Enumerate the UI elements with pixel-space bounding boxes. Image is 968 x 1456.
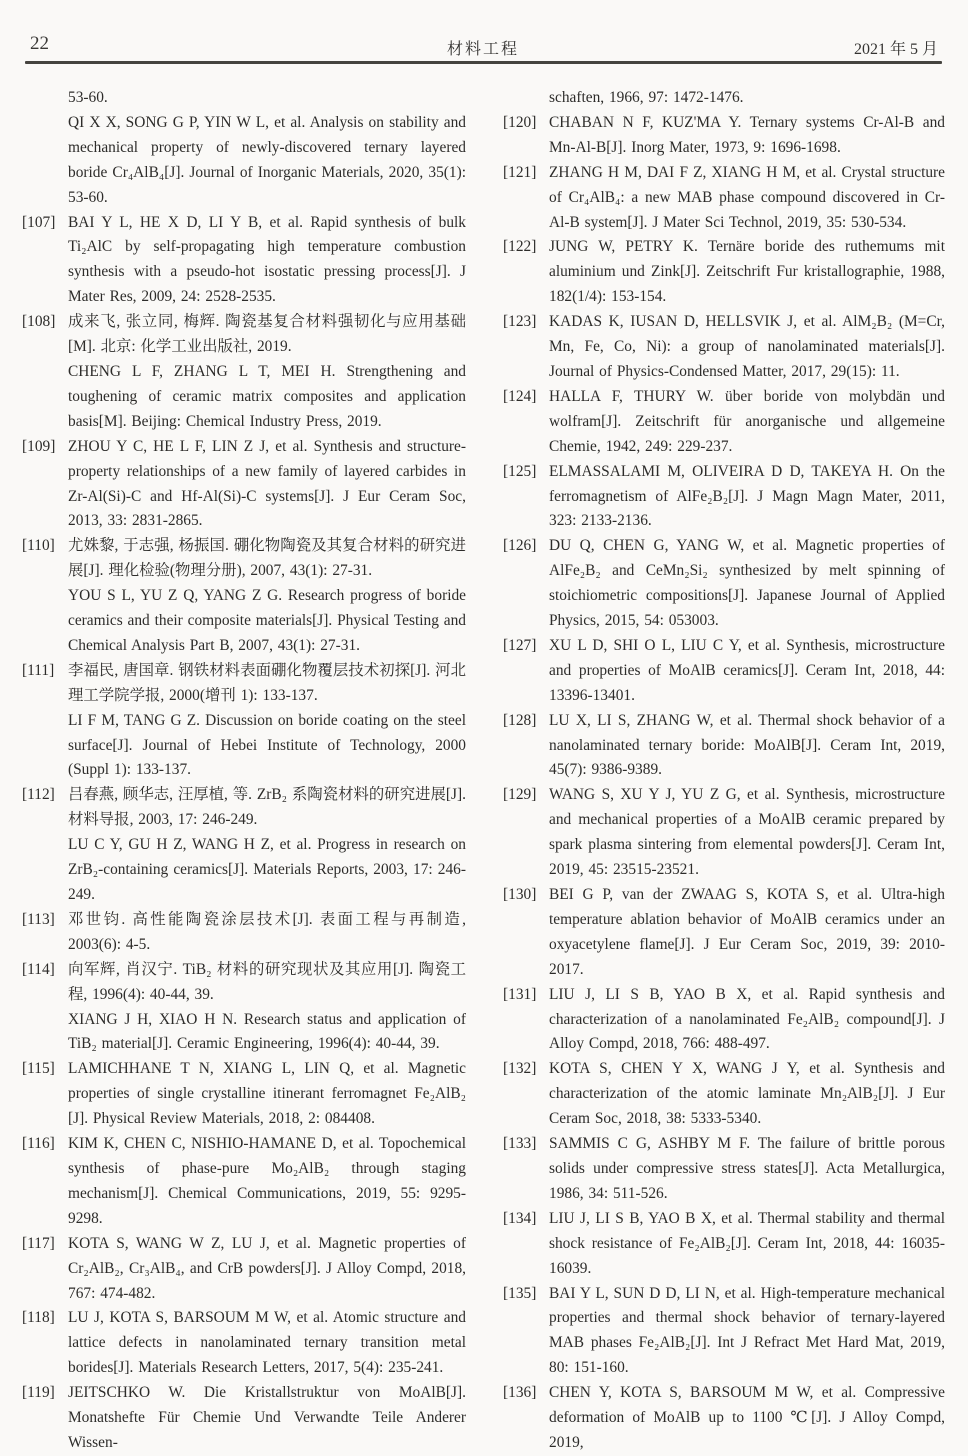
reference-entry bbox=[22, 211, 466, 311]
reference-number: [118] bbox=[22, 1309, 55, 1327]
reference-text: XU L D, SHI O L, LIU C Y, et al. Synthesis, microstructure and properties of MoAlB ceramics[J]. Ceram Int, 2018, 44: 13396-13401. bbox=[549, 636, 945, 704]
reference-text: SAMMIS C G, ASHBY M F. The failure of brittle porous solids under compressive stress states[J]. Acta Metallurgica, 1986, 34: 511-526. bbox=[549, 1135, 945, 1202]
reference-entry bbox=[503, 883, 945, 983]
reference-text: 成来飞, 张立同, 梅辉. 陶瓷基复合材料强韧化与应用基础[M]. 北京: 化学工业出版社, 2019. bbox=[68, 313, 466, 356]
reference-number: [117] bbox=[22, 1234, 55, 1252]
reference-entry bbox=[22, 86, 466, 111]
reference-text: LU X, LI S, ZHANG W, et al. Thermal shock behavior of a nanolaminated ternary boride: MoAlB[J]. Ceram Int, 2019, 45(7): 9386-9389. bbox=[549, 711, 945, 779]
reference-entry bbox=[22, 709, 466, 784]
reference-text: JEITSCHKO W. Die Kristallstruktur von MoAlB[J]. Monatshefte Für Chemie Und Verwandte Teile Anderer Wissen- bbox=[68, 1384, 466, 1451]
reference-number: [119] bbox=[22, 1384, 55, 1402]
reference-text: 向军辉, 肖汉宁. TiB₂ 材料的研究现状及其应用[J]. 陶瓷工程, 1996(4): 40-44, 39. bbox=[68, 960, 466, 1003]
reference-text: CHABAN N F, KUZ'MA Y. Ternary systems Cr-Al-B and Mn-Al-B[J]. Inorg Mater, 1973, 9: 1696-1698. bbox=[549, 113, 945, 156]
reference-number: [132] bbox=[503, 1060, 537, 1078]
reference-entry bbox=[503, 634, 945, 709]
reference-text: CHEN Y, KOTA S, BARSOUM M W, et al. Compressive deformation of MoAlB up to 1100 ℃[J]. J Alloy Compd, 2019, bbox=[549, 1384, 945, 1451]
reference-text: LAMICHHANE T N, XIANG L, LIN Q, et al. Magnetic properties of single crystalline itinerant ferromagnet Fe₂AlB₂ [J]. Physical Review Materials, 2018, 2: 084408. bbox=[68, 1060, 466, 1128]
reference-text: CHENG L F, ZHANG L T, MEI H. Strengthening and toughening of ceramic matrix composites and application basis[M]. Beijing: Chemical Industry Press, 2019. bbox=[68, 362, 466, 430]
reference-text: KADAS K, IUSAN D, HELLSVIK J, et al. AlM₂B₂ (M=Cr, Mn, Fe, Co, Ni): a group of nanolaminated materials[J]. Journal of Physics-Condensed Matter, 2017, 29(15): 11. bbox=[549, 313, 945, 380]
reference-text: QI X X, SONG G P, YIN W L, et al. Analysis on stability and mechanical property of newly-discovered ternary layered boride Cr₄AlB₄[J]. Journal of Inorganic Materials, 2020, 35(1): 53-60. bbox=[68, 113, 466, 206]
reference-entry bbox=[503, 983, 945, 1058]
reference-entry bbox=[22, 1232, 466, 1307]
reference-text: schaften, 1966, 97: 1472-1476. bbox=[549, 89, 744, 106]
reference-text: ZHOU Y C, HE L F, LIN Z J, et al. Synthesis and structure-property relationships of a new family of layered carbides in Zr-Al(Si)-C and Hf-Al(Si)-C systems[J]. J Eur Ceram Soc, 2013, 33: 2831-2865. bbox=[68, 437, 466, 530]
reference-number: [125] bbox=[503, 462, 537, 480]
reference-entry bbox=[22, 310, 466, 360]
reference-number: [108] bbox=[22, 313, 56, 331]
reference-entry bbox=[503, 709, 945, 784]
reference-entry bbox=[22, 1381, 466, 1456]
reference-text: LU J, KOTA S, BARSOUM M W, et al. Atomic structure and lattice defects in nanolaminated ternary transition metal borides[J]. Materials Research Letters, 2017, 5(4): 235-241. bbox=[68, 1309, 466, 1377]
reference-number: [129] bbox=[503, 786, 537, 804]
reference-entry bbox=[503, 235, 945, 310]
references-column-left bbox=[22, 86, 466, 1456]
reference-text: 邓世钧. 高性能陶瓷涂层技术[J]. 表面工程与再制造, 2003(6): 4-5. bbox=[68, 910, 466, 953]
reference-entry bbox=[503, 1381, 945, 1456]
reference-text: DU Q, CHEN G, YANG W, et al. Magnetic properties of AlFe₂B₂ and CeMn₂Si₂ synthesized by melt spinning of stoichiometric compositions[J]. Japanese Journal of Applied Physics, 2015, 54: 053003. bbox=[549, 537, 945, 630]
reference-text: KOTA S, WANG W Z, LU J, et al. Magnetic properties of Cr₂AlB₂, Cr₃AlB₄, and CrB powders[J]. J Alloy Compd, 2018, 767: 474-482. bbox=[68, 1234, 466, 1302]
reference-number: [110] bbox=[22, 537, 55, 555]
reference-entry bbox=[22, 584, 466, 659]
reference-number: [133] bbox=[503, 1135, 537, 1153]
reference-number: [115] bbox=[22, 1060, 55, 1078]
reference-number: [127] bbox=[503, 636, 537, 654]
reference-number: [107] bbox=[22, 213, 56, 231]
reference-text: LIU J, LI S B, YAO B X, et al. Rapid synthesis and characterization of a nanolaminated Fe₂AlB₂ compound[J]. J Alloy Compd, 2018, 766: 488-497. bbox=[549, 985, 945, 1053]
reference-number: [131] bbox=[503, 985, 537, 1003]
reference-number: [136] bbox=[503, 1384, 537, 1402]
reference-text: KOTA S, CHEN Y X, WANG J Y, et al. Synthesis and characterization of the atomic laminate Mn₂AlB₂[J]. J Eur Ceram Soc, 2018, 38: 5333-5340. bbox=[549, 1060, 945, 1128]
reference-number: [120] bbox=[503, 113, 537, 131]
reference-entry bbox=[503, 1057, 945, 1132]
reference-text: LI F M, TANG G Z. Discussion on boride coating on the steel surface[J]. Journal of Hebei Institute of Technology, 2000 (Suppl 1): 133-137. bbox=[68, 711, 466, 779]
reference-number: [116] bbox=[22, 1135, 55, 1153]
reference-entry bbox=[503, 1207, 945, 1282]
reference-text: ELMASSALAMI M, OLIVEIRA D D, TAKEYA H. On the ferromagnetism of AlFe₂B₂[J]. J Magn Magn Mater, 2011, 323: 2133-2136. bbox=[549, 462, 945, 530]
reference-number: [112] bbox=[22, 786, 55, 804]
reference-number: [114] bbox=[22, 960, 55, 978]
reference-number: [135] bbox=[503, 1284, 537, 1302]
reference-entry bbox=[503, 111, 945, 161]
reference-entry bbox=[22, 908, 466, 958]
reference-number: [128] bbox=[503, 711, 537, 729]
reference-entry bbox=[22, 659, 466, 709]
journal-title: 材料工程 bbox=[446, 41, 520, 58]
reference-text: LIU J, LI S B, YAO B X, et al. Thermal stability and thermal shock resistance of Fe₂AlB₂[J]. Ceram Int, 2018, 44: 16035-16039. bbox=[549, 1209, 945, 1277]
page-number: 22 bbox=[30, 33, 49, 54]
reference-entry bbox=[503, 310, 945, 385]
reference-entry bbox=[22, 360, 466, 435]
reference-number: [121] bbox=[503, 163, 537, 181]
reference-text: 尤姝黎, 于志强, 杨振国. 硼化物陶瓷及其复合材料的研究进展[J]. 理化检验(物理分册), 2007, 43(1): 27-31. bbox=[68, 537, 466, 580]
reference-text: 吕春燕, 顾华志, 汪厚植, 等. ZrB₂ 系陶瓷材料的研究进展[J]. 材料导报, 2003, 17: 246-249. bbox=[68, 786, 466, 829]
references-section bbox=[22, 86, 945, 1456]
reference-entry bbox=[503, 161, 945, 236]
reference-text: ZHANG H M, DAI F Z, XIANG H M, et al. Crystal structure of Cr₄AlB₄: a new MAB phase compound discovered in Cr-Al-B system[J]. J Mater Sci Technol, 2019, 35: 530-534. bbox=[549, 163, 945, 231]
reference-text: WANG S, XU Y J, YU Z G, et al. Synthesis, microstructure and mechanical properties of a MoAlB ceramic prepared by spark plasma sintering from elemental powders[J]. Ceram Int, 2019, 45: 23515-23521. bbox=[549, 786, 945, 879]
references-column-right bbox=[503, 86, 945, 1456]
reference-number: [113] bbox=[22, 910, 55, 928]
reference-entry bbox=[503, 385, 945, 460]
reference-entry bbox=[22, 1008, 466, 1058]
reference-number: [130] bbox=[503, 886, 537, 903]
reference-text: JUNG W, PETRY K. Ternäre boride des ruthemums mit aluminium und Zink[J]. Zeitschrift Fur kristallographie, 1988, 182(1/4): 153-154. bbox=[549, 238, 945, 306]
reference-number: [123] bbox=[503, 313, 537, 331]
reference-text: 李福民, 唐国章. 钢铁材料表面硼化物覆层技术初探[J]. 河北理工学院学报, 2000(增刊 1): 133-137. bbox=[68, 661, 466, 704]
reference-entry bbox=[22, 111, 466, 211]
reference-entry bbox=[22, 833, 466, 908]
reference-text: XIANG J H, XIAO H N. Research status and application of TiB₂ material[J]. Ceramic Engineering, 1996(4): 40-44, 39. bbox=[68, 1010, 466, 1053]
reference-entry bbox=[503, 1282, 945, 1382]
reference-text: HALLA F, THURY W. über boride von molybdän und wolfram[J]. Zeitschrift für anorganische und allgemeine Chemie, 1942, 249: 229-237. bbox=[549, 387, 945, 455]
reference-number: [124] bbox=[503, 387, 537, 405]
reference-number: [111] bbox=[22, 661, 55, 679]
reference-entry bbox=[22, 1132, 466, 1232]
reference-entry bbox=[503, 534, 945, 634]
reference-entry bbox=[22, 435, 466, 535]
reference-text: BEI G P, van der ZWAAG S, KOTA S, et al. Ultra-high temperature ablation behavior of MoAlB ceramics under an oxyacetylene flame[J]. J Eur Ceram Soc, 2019, 39: 2010-2017. bbox=[549, 886, 945, 978]
reference-text: LU C Y, GU H Z, WANG H Z, et al. Progress in research on ZrB₂-containing ceramics[J]. Materials Reports, 2003, 17: 246-249. bbox=[68, 836, 466, 903]
reference-number: [134] bbox=[503, 1209, 537, 1227]
reference-number: [122] bbox=[503, 238, 537, 256]
reference-entry bbox=[503, 86, 945, 111]
reference-entry bbox=[22, 534, 466, 584]
reference-number: [126] bbox=[503, 537, 537, 555]
reference-number: [109] bbox=[22, 437, 56, 455]
reference-text: 53-60. bbox=[68, 89, 108, 106]
issue-date: 2021 年 5 月 bbox=[853, 41, 938, 58]
reference-text: BAI Y L, SUN D D, LI N, et al. High-temperature mechanical properties and thermal shock behavior of ternary-layered MAB phases Fe₂AlB₂[J]. Int J Refract Met Hard Mat, 2019, 80: 151-160. bbox=[549, 1284, 945, 1377]
reference-entry bbox=[22, 958, 466, 1008]
reference-entry bbox=[22, 783, 466, 833]
page-header bbox=[28, 33, 938, 59]
reference-entry bbox=[22, 1057, 466, 1132]
reference-text: BAI Y L, HE X D, LI Y B, et al. Rapid synthesis of bulk Ti₂AlC by self-propagating high temperature combustion synthesis with a pseudo-hot isostatic pressing process[J]. J Mater Res, 2009, 24: 2528-2535. bbox=[68, 213, 466, 306]
reference-text: YOU S L, YU Z Q, YANG Z G. Research progress of boride ceramics and their composite materials[J]. Physical Testing and Chemical Analysis Part B, 2007, 43(1): 27-31. bbox=[68, 587, 466, 654]
header-divider-rule bbox=[25, 61, 942, 64]
reference-entry bbox=[22, 1306, 466, 1381]
reference-entry bbox=[503, 783, 945, 883]
reference-entry bbox=[503, 1132, 945, 1207]
reference-text: KIM K, CHEN C, NISHIO-HAMANE D, et al. Topochemical synthesis of phase-pure Mo₂AlB₂ through staging mechanism[J]. Chemical Communications, 2019, 55: 9295-9298. bbox=[68, 1135, 466, 1227]
reference-entry bbox=[503, 460, 945, 535]
